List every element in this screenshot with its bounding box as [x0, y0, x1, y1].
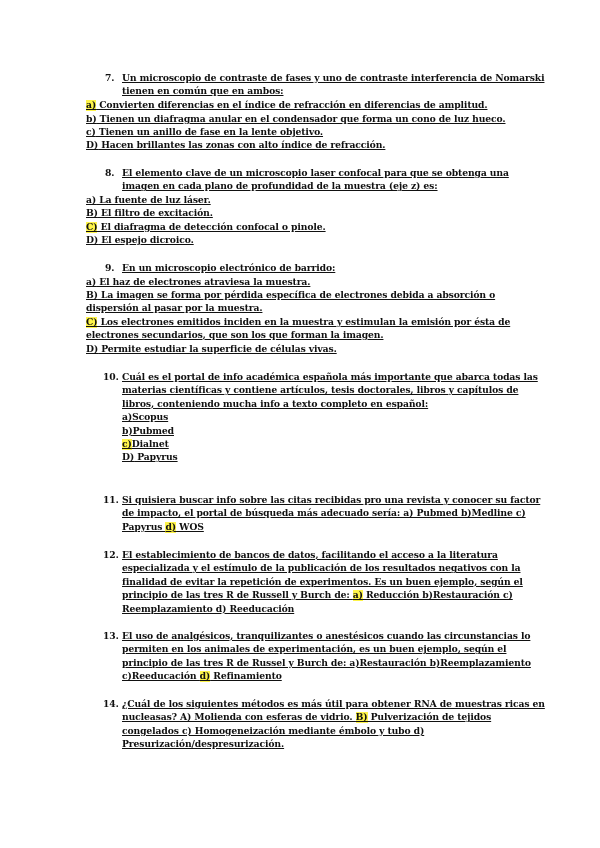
option-c: [86, 221, 326, 234]
option-text: Los electrones emitidos inciden en la muestra y estimulan la emisión por ésta de: [97, 317, 511, 328]
question-text-line: congelados c) Homogeneización mediante émbolo y tubo d): [122, 725, 425, 737]
question-text-line: Cuál es el portal de info académica española más importante que abarca todas las: [122, 372, 538, 383]
question-number: 7.: [105, 73, 115, 84]
option-text: El espejo dicroico.: [98, 235, 194, 246]
option-d: [86, 343, 337, 356]
option-text: El haz de electrones atraviesa la muestra.: [96, 277, 311, 288]
question-11: [103, 494, 541, 534]
question-number: 11.: [103, 495, 119, 506]
question-text-line: materias científicas y contiene artículos, tesis doctorales, libros y capítulos de: [122, 385, 519, 397]
question-13: [103, 630, 531, 684]
answer-text: WOS: [176, 521, 204, 533]
option-b: [86, 207, 213, 220]
question-text-line: [122, 589, 523, 602]
option-text: Papyrus: [134, 452, 178, 464]
option-text: El diafragma de detección confocal o pinole.: [97, 222, 326, 233]
option-text: El filtro de excitación.: [97, 208, 213, 219]
question-text-line: principio de las tres R de Russel y Burch de: a)Restauración b)Reemplazamiento: [122, 657, 531, 669]
option-text: La fuente de luz láser.: [96, 195, 211, 206]
question-text-line: imagen en cada plano de profundidad de la muestra (eje z) es:: [122, 181, 438, 193]
question-text-line: ¿Cuál de los siguientes métodos es más útil para obtener RNA de muestras ricas en: [122, 699, 545, 710]
option-text: Scopus: [132, 412, 169, 424]
question-number: 12.: [103, 550, 119, 561]
question-text-line: En un microscopio electrónico de barrido:: [122, 263, 336, 274]
question-7: [105, 72, 545, 99]
option-b: [86, 289, 495, 302]
option-text: La imagen se forma por pérdida específica de electrones debida a absorción o: [97, 290, 496, 301]
question-12: [103, 549, 523, 616]
question-text-line: El elemento clave de un microscopio laser confocal para que se obtenga una: [122, 168, 509, 179]
option-d: [122, 451, 538, 464]
question-text-line: Si quisiera buscar info sobre las citas recibidas pro una revista y conocer su factor: [122, 495, 541, 506]
question-text-line: El establecimiento de bancos de datos, facilitando el acceso a la literatura: [122, 550, 498, 561]
question-10: [103, 371, 538, 465]
option-letter: D): [86, 344, 99, 355]
question-number: 14.: [103, 699, 119, 710]
option-b-continued: [86, 302, 262, 315]
option-a: [122, 411, 538, 424]
option-d: [86, 234, 194, 247]
question-text-line: libros, conteniendo mucha info a texto completo en español:: [122, 398, 429, 410]
option-letter: D): [86, 140, 99, 151]
option-text: dispersión al pasar por la muestra.: [86, 303, 263, 314]
option-letter: D): [122, 452, 135, 464]
option-letter: b): [122, 425, 133, 437]
option-c-continued: [86, 329, 383, 342]
option-letter-highlighted: a): [86, 100, 97, 111]
option-letter: B): [86, 290, 98, 301]
option-b: [122, 425, 538, 438]
question-number: 13.: [103, 631, 119, 642]
option-text: Pubmed: [132, 425, 174, 437]
option-letter: a): [122, 412, 133, 424]
question-text-line: permiten en los animales de experimentación, es un buen ejemplo, según el: [122, 644, 507, 656]
question-number: 10.: [103, 372, 119, 383]
option-letter: c): [86, 127, 96, 138]
answer-text: principio de las tres R de Russell y Burch de:: [122, 590, 353, 602]
answer-highlighted: B): [355, 712, 368, 724]
option-b: [86, 113, 506, 126]
option-text: Tienen un anillo de fase en la lente objetivo.: [95, 127, 324, 138]
option-letter-highlighted: c): [122, 439, 132, 451]
option-letter-highlighted: C): [86, 222, 98, 233]
option-d: [86, 139, 385, 152]
question-text-line: especializada y el estímulo de la publicación de los resultados negativos con la: [122, 563, 521, 575]
question-text-line: El uso de analgésicos, tranquilizantes o anestésicos cuando las circunstancias lo: [122, 631, 531, 642]
question-8: [105, 167, 509, 194]
option-text: Permite estudiar la superficie de células vivas.: [98, 344, 337, 355]
option-text: Dialnet: [131, 439, 169, 451]
question-text-line: [122, 521, 540, 534]
option-c: [86, 316, 510, 329]
question-text-line: Presurización/despresurización.: [122, 739, 285, 751]
option-text: Convierten diferencias en el índice de refracción en diferencias de amplitud.: [96, 100, 488, 111]
option-c: [86, 126, 323, 139]
question-text-line: tienen en común que en ambos:: [122, 86, 284, 98]
answer-text: Reducción b)Restauración c): [362, 590, 513, 602]
question-number: 9.: [105, 263, 115, 274]
option-a: [86, 194, 211, 207]
option-text: Hacen brillantes las zonas con alto índice de refracción.: [98, 140, 386, 151]
option-a: [86, 99, 487, 112]
answer-highlighted: d): [199, 671, 211, 683]
option-text: Tienen un diafragma anular en el condensador que forma un cono de luz hueco.: [96, 114, 506, 125]
question-text-line: Un microscopio de contraste de fases y uno de contraste interferencia de Nomarski: [122, 73, 545, 84]
answer-text: c)Reeducación: [122, 671, 200, 683]
answer-text: nucleasas? A) Molienda con esferas de vidrio.: [122, 712, 356, 724]
answer-text: Papyrus: [122, 521, 166, 533]
question-text-line: Reemplazamiento d) Reeducación: [122, 603, 295, 615]
question-text-line: [122, 711, 545, 724]
answer-highlighted: d): [165, 521, 177, 533]
answer-highlighted: a): [352, 590, 363, 602]
option-c: [122, 438, 538, 451]
option-letter-highlighted: C): [86, 317, 98, 328]
option-a: [86, 276, 310, 289]
option-letter: D): [86, 235, 99, 246]
option-letter: a): [86, 195, 97, 206]
question-text-line: de impacto, el portal de búsqueda más adecuado sería: a) Pubmed b)Medline c): [122, 508, 526, 520]
question-9: [105, 262, 336, 275]
option-letter: b): [86, 114, 97, 125]
question-14: [103, 698, 545, 752]
question-text-line: [122, 670, 531, 683]
answer-text: Refinamiento: [210, 671, 282, 683]
answer-text: Pulverización de tejidos: [367, 712, 492, 724]
question-text-line: finalidad de evitar la repetición de experimentos. Es un buen ejemplo, según el: [122, 576, 523, 588]
option-text: electrones secundarios, que son los que forman la imagen.: [86, 330, 384, 341]
question-number: 8.: [105, 168, 115, 179]
option-letter: a): [86, 277, 97, 288]
option-letter: B): [86, 208, 98, 219]
